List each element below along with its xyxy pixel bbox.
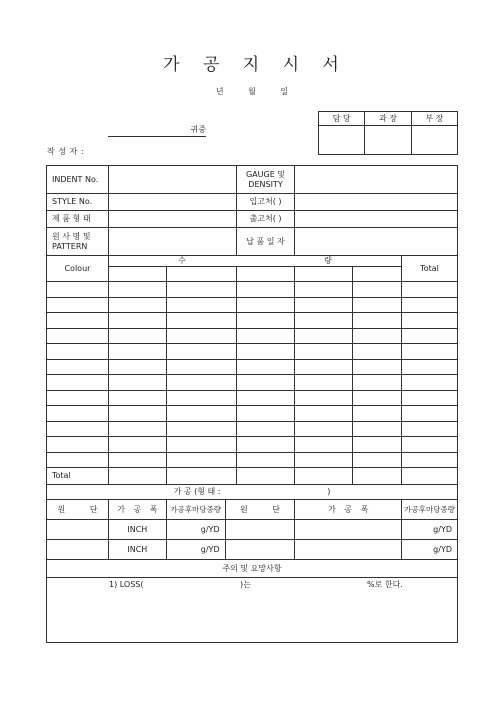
quantity-cell[interactable]	[295, 313, 353, 329]
approval-sign-director[interactable]	[411, 126, 457, 155]
quantity-cell[interactable]	[353, 437, 402, 453]
quantity-cell[interactable]	[402, 406, 458, 422]
quantity-cell[interactable]	[166, 452, 236, 468]
quantity-row	[47, 390, 458, 406]
quantity-cell[interactable]	[108, 437, 166, 453]
date-line: 년 월 일	[215, 87, 289, 96]
gauge-density-label: GAUGE 및 DENSITY	[236, 166, 295, 194]
colour-cell[interactable]	[47, 282, 109, 298]
proc-gyd-unit: g/YD	[166, 540, 225, 560]
approval-sign-manager[interactable]	[365, 126, 411, 155]
quantity-cell[interactable]	[166, 390, 236, 406]
colour-header: Colour	[47, 256, 109, 282]
quantity-cell[interactable]	[295, 297, 353, 313]
quantity-cell[interactable]	[166, 359, 236, 375]
proc-gyd-unit: g/YD	[166, 520, 225, 540]
quantity-header: 수 량	[108, 256, 401, 267]
loss-label: 1) LOSS(	[109, 580, 144, 589]
proc-yarn-input[interactable]	[225, 520, 295, 540]
page-title: 가 공 지 시 서	[163, 55, 341, 75]
loss-text-end: %로 한다.	[367, 580, 403, 589]
quantity-cell[interactable]	[353, 344, 402, 360]
out-place-label: 출고처( )	[236, 211, 295, 228]
style-no-value[interactable]	[108, 194, 236, 211]
total-header: Total	[402, 256, 458, 282]
quantity-cell[interactable]	[236, 390, 295, 406]
quantity-cell[interactable]	[402, 344, 458, 360]
quantity-cell[interactable]	[295, 282, 353, 298]
quantity-cell[interactable]	[353, 328, 402, 344]
quantity-cell[interactable]	[402, 328, 458, 344]
qty-subheader	[295, 267, 353, 282]
proc-inch-unit: INCH	[108, 520, 166, 540]
delivery-date-label: 납 품 일 자	[236, 228, 295, 256]
gauge-density-value[interactable]	[295, 166, 458, 194]
quantity-cell[interactable]	[236, 437, 295, 453]
quantity-cell[interactable]	[108, 313, 166, 329]
quantity-row	[47, 421, 458, 437]
style-no-label: STYLE No.	[47, 194, 109, 211]
quantity-cell[interactable]	[295, 452, 353, 468]
quantity-cell[interactable]	[353, 406, 402, 422]
qty-subheader	[166, 267, 236, 282]
approval-header-staff: 담 당	[319, 112, 365, 126]
quantity-cell[interactable]	[402, 282, 458, 298]
quantity-cell[interactable]	[236, 375, 295, 391]
quantity-row	[47, 282, 458, 298]
quantity-cell[interactable]	[166, 437, 236, 453]
quantity-cell[interactable]	[402, 359, 458, 375]
colour-cell[interactable]	[47, 297, 109, 313]
colour-cell[interactable]	[47, 344, 109, 360]
quantity-cell[interactable]	[353, 282, 402, 298]
quantity-cell[interactable]	[108, 344, 166, 360]
proc-yarn-input[interactable]	[47, 540, 109, 560]
quantity-row	[47, 344, 458, 360]
colour-cell[interactable]	[47, 375, 109, 391]
quantity-row	[47, 328, 458, 344]
quantity-cell[interactable]	[402, 375, 458, 391]
quantity-cell[interactable]	[166, 344, 236, 360]
colour-cell[interactable]	[47, 359, 109, 375]
proc-col-width-left: 가 공 폭	[108, 500, 166, 520]
quantity-cell[interactable]	[402, 390, 458, 406]
total-cell[interactable]	[236, 468, 295, 485]
quantity-cell[interactable]	[402, 437, 458, 453]
quantity-cell[interactable]	[295, 359, 353, 375]
colour-cell[interactable]	[47, 421, 109, 437]
colour-cell[interactable]	[47, 390, 109, 406]
approval-sign-staff[interactable]	[319, 126, 365, 155]
writer-label: 작 성 자 :	[47, 147, 84, 156]
quantity-row	[47, 375, 458, 391]
quantity-cell[interactable]	[108, 452, 166, 468]
qty-subheader	[108, 267, 166, 282]
quantity-cell[interactable]	[295, 375, 353, 391]
notes-header: 주의 및 요망사항	[47, 560, 458, 578]
quantity-row	[47, 359, 458, 375]
product-form-value[interactable]	[108, 211, 236, 228]
product-form-label: 제 품 형 태	[47, 211, 109, 228]
total-cell[interactable]	[353, 468, 402, 485]
quantity-cell[interactable]	[166, 375, 236, 391]
colour-cell[interactable]	[47, 328, 109, 344]
quantity-cell[interactable]	[236, 313, 295, 329]
notes-area[interactable]	[47, 578, 458, 643]
quantity-cell[interactable]	[402, 313, 458, 329]
proc-width-input[interactable]	[295, 540, 402, 560]
quantity-cell[interactable]	[353, 390, 402, 406]
main-form-table	[46, 165, 458, 643]
proc-col-weight-right: 가공후마당중량	[402, 500, 458, 520]
colour-cell[interactable]	[47, 406, 109, 422]
quantity-cell[interactable]	[108, 390, 166, 406]
yarn-pattern-label: 원 사 명 및 PATTERN	[47, 228, 109, 256]
quantity-cell[interactable]	[166, 297, 236, 313]
quantity-cell[interactable]	[236, 297, 295, 313]
proc-col-weight-left: 가공후마당중량	[166, 500, 225, 520]
quantity-cell[interactable]	[166, 282, 236, 298]
quantity-cell[interactable]	[166, 406, 236, 422]
quantity-cell[interactable]	[108, 406, 166, 422]
processing-header: 가 공 (형 태 : )	[47, 485, 458, 500]
quantity-cell[interactable]	[236, 452, 295, 468]
quantity-cell[interactable]	[353, 375, 402, 391]
colour-cell[interactable]	[47, 452, 109, 468]
quantity-cell[interactable]	[108, 328, 166, 344]
in-place-label: 입고처( )	[236, 194, 295, 211]
proc-col-width-right: 가 공 폭	[295, 500, 402, 520]
loss-text-middle: )는	[240, 580, 251, 589]
quantity-row	[47, 437, 458, 453]
total-cell[interactable]	[166, 468, 236, 485]
proc-yarn-input[interactable]	[47, 520, 109, 540]
quantity-cell[interactable]	[236, 344, 295, 360]
quantity-row	[47, 452, 458, 468]
proc-inch-unit: INCH	[108, 540, 166, 560]
total-cell[interactable]	[108, 468, 166, 485]
quantity-cell[interactable]	[402, 452, 458, 468]
proc-col-yarn-left: 원 단	[47, 500, 109, 520]
approval-header-manager: 과 장	[365, 112, 411, 126]
qty-subheader	[353, 267, 402, 282]
yarn-pattern-value[interactable]	[108, 228, 236, 256]
quantity-cell[interactable]	[166, 328, 236, 344]
quantity-row	[47, 297, 458, 313]
quantity-cell[interactable]	[108, 297, 166, 313]
proc-yarn-input[interactable]	[225, 540, 295, 560]
quantity-cell[interactable]	[353, 297, 402, 313]
quantity-cell[interactable]	[236, 406, 295, 422]
quantity-row	[47, 313, 458, 329]
quantity-cell[interactable]	[295, 406, 353, 422]
quantity-cell[interactable]	[108, 359, 166, 375]
total-cell[interactable]	[402, 468, 458, 485]
in-place-value[interactable]	[295, 194, 458, 211]
total-row-label: Total	[47, 468, 109, 485]
quantity-cell[interactable]	[108, 282, 166, 298]
quantity-cell[interactable]	[236, 282, 295, 298]
quantity-cell[interactable]	[295, 390, 353, 406]
quantity-cell[interactable]	[108, 421, 166, 437]
quantity-cell[interactable]	[353, 359, 402, 375]
quantity-cell[interactable]	[353, 452, 402, 468]
quantity-cell[interactable]	[353, 313, 402, 329]
quantity-cell[interactable]	[295, 437, 353, 453]
out-place-value[interactable]	[295, 211, 458, 228]
total-cell[interactable]	[295, 468, 353, 485]
quantity-cell[interactable]	[166, 313, 236, 329]
recipient-field[interactable]: 귀중	[108, 124, 206, 137]
proc-gyd-unit: g/YD	[402, 520, 458, 540]
quantity-row	[47, 406, 458, 422]
approval-box	[318, 111, 458, 155]
quantity-cell[interactable]	[166, 421, 236, 437]
proc-width-input[interactable]	[295, 520, 402, 540]
indent-no-label: INDENT No.	[47, 166, 109, 194]
proc-col-yarn-right: 원 단	[225, 500, 295, 520]
quantity-cell[interactable]	[295, 344, 353, 360]
quantity-cell[interactable]	[236, 328, 295, 344]
quantity-cell[interactable]	[402, 421, 458, 437]
colour-cell[interactable]	[47, 313, 109, 329]
quantity-cell[interactable]	[108, 375, 166, 391]
quantity-rows	[47, 282, 458, 468]
qty-subheader	[236, 267, 295, 282]
quantity-cell[interactable]	[402, 297, 458, 313]
delivery-date-value[interactable]	[295, 228, 458, 256]
indent-no-value[interactable]	[108, 166, 236, 194]
quantity-cell[interactable]	[353, 421, 402, 437]
colour-cell[interactable]	[47, 437, 109, 453]
quantity-cell[interactable]	[295, 328, 353, 344]
proc-gyd-unit: g/YD	[402, 540, 458, 560]
approval-header-director: 부 장	[411, 112, 457, 126]
quantity-cell[interactable]	[236, 359, 295, 375]
quantity-cell[interactable]	[295, 421, 353, 437]
quantity-cell[interactable]	[236, 421, 295, 437]
